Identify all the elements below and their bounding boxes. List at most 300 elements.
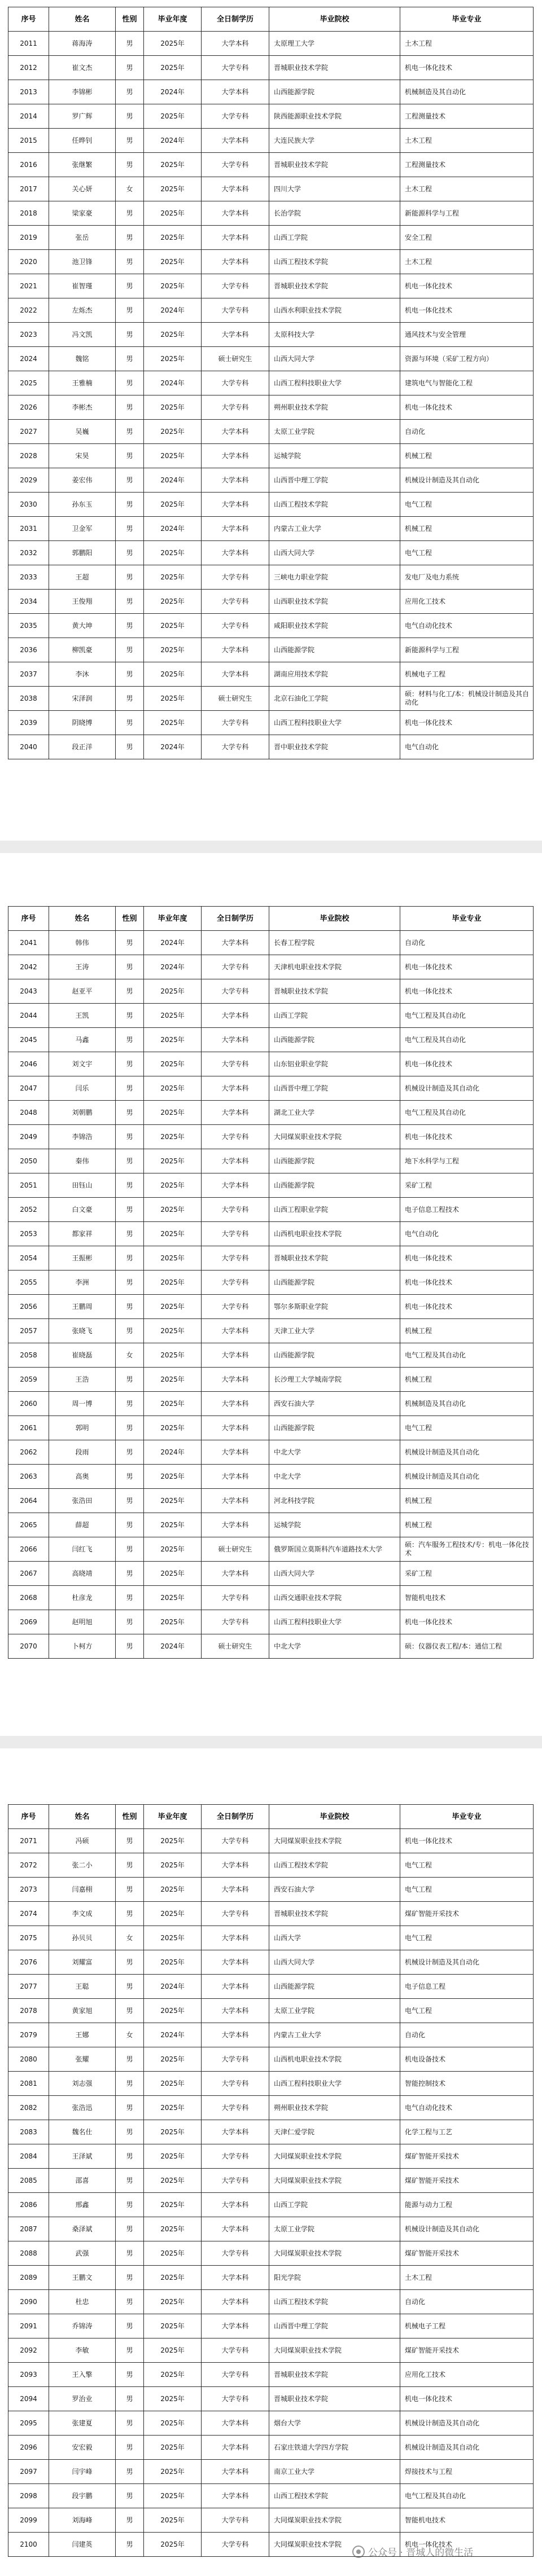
cell-grad-year: 2025年: [144, 2217, 202, 2241]
cell-school: 内蒙古工业大学: [269, 2023, 400, 2047]
cell-gender: 女: [116, 1343, 144, 1368]
cell-grad-year: 2025年: [144, 1489, 202, 1513]
cell-name: 张二小: [49, 1853, 116, 1878]
cell-major: 机械电子工程: [400, 2314, 534, 2338]
cell-school: 山西工程技术学院: [269, 1853, 400, 1878]
cell-grad-year: 2025年: [144, 614, 202, 638]
cell-school: 山西能源学院: [269, 1416, 400, 1440]
table-row: [8, 1975, 534, 1999]
cell-gender: 男: [116, 590, 144, 614]
cell-school: 南京工业大学: [269, 2460, 400, 2484]
cell-gender: 男: [116, 614, 144, 638]
cell-gender: 男: [116, 1975, 144, 1999]
cell-school: 山西工学院: [269, 2193, 400, 2217]
cell-grad-year: 2024年: [144, 2023, 202, 2047]
cell-school: 三峡电力职业学院: [269, 565, 400, 590]
cell-education: 大学专科: [202, 614, 269, 638]
cell-major: 机械设计制造及其自动化: [400, 2217, 534, 2241]
cell-grad-year: 2025年: [144, 1149, 202, 1173]
cell-grad-year: 2025年: [144, 2144, 202, 2169]
cell-gender: 男: [116, 347, 144, 371]
cell-index: 2033: [8, 565, 49, 590]
cell-index: 2051: [8, 1173, 49, 1198]
cell-education: 大学专科: [202, 1295, 269, 1319]
cell-index: 2028: [8, 444, 49, 468]
cell-school: 山西交通职业技术学院: [269, 1586, 400, 1610]
cell-education: 大学专科: [202, 2508, 269, 2533]
cell-name: 冯硕: [49, 1829, 116, 1853]
cell-education: 大学专科: [202, 2338, 269, 2363]
cell-education: 大学本科: [202, 1562, 269, 1586]
cell-gender: 男: [116, 1610, 144, 1634]
cell-school: 中北大学: [269, 1634, 400, 1659]
cell-school: 长沙理工大学城南学院: [269, 1368, 400, 1392]
cell-grad-year: 2025年: [144, 1343, 202, 1368]
table-row: [8, 1101, 534, 1125]
cell-name: 王入擎: [49, 2363, 116, 2387]
cell-major: 机电一体化技术: [400, 1610, 534, 1634]
cell-grad-year: 2025年: [144, 1319, 202, 1343]
table-row: [8, 1926, 534, 1950]
cell-name: 段宇鹏: [49, 2484, 116, 2508]
cell-major: 机械电子工程: [400, 662, 534, 687]
cell-major: 智能控制技术: [400, 2072, 534, 2096]
cell-grad-year: 2025年: [144, 2266, 202, 2290]
cell-grad-year: 2024年: [144, 371, 202, 395]
cell-index: 2055: [8, 1271, 49, 1295]
cell-name: 崔智瑾: [49, 274, 116, 298]
cell-major: 通风技术与安全管理: [400, 323, 534, 347]
cell-school: 大同煤炭职业技术学院: [269, 2508, 400, 2533]
table-row: [8, 250, 534, 274]
cell-education: 大学专科: [202, 1246, 269, 1271]
cell-major: 自动化: [400, 420, 534, 444]
cell-name: 刘耀富: [49, 1950, 116, 1975]
cell-name: 卫金军: [49, 517, 116, 541]
table-row: [8, 1610, 534, 1634]
cell-school: 中北大学: [269, 1440, 400, 1465]
cell-major: 焊接技术与工程: [400, 2460, 534, 2484]
table-row: [8, 2411, 534, 2436]
cell-index: 2020: [8, 250, 49, 274]
cell-major: 电气工程: [400, 1853, 534, 1878]
cell-major: 地下水科学与工程: [400, 1149, 534, 1173]
cell-school: 山西工程技术学院: [269, 2290, 400, 2314]
cell-name: 韩伟: [49, 931, 116, 955]
cell-gender: 男: [116, 2338, 144, 2363]
cell-grad-year: 2025年: [144, 420, 202, 444]
cell-major: 电气工程: [400, 1878, 534, 1902]
cell-education: 大学本科: [202, 1368, 269, 1392]
cell-grad-year: 2025年: [144, 2533, 202, 2557]
cell-education: 大学专科: [202, 735, 269, 759]
cell-gender: 男: [116, 662, 144, 687]
cell-name: 王超: [49, 565, 116, 590]
cell-school: 太原理工大学: [269, 32, 400, 56]
cell-name: 白文豪: [49, 1198, 116, 1222]
cell-grad-year: 2025年: [144, 1902, 202, 1926]
cell-index: 2068: [8, 1586, 49, 1610]
cell-school: 山东铝业职业学院: [269, 1052, 400, 1076]
cell-index: 2030: [8, 493, 49, 517]
cell-name: 杜忠: [49, 2290, 116, 2314]
cell-gender: 男: [116, 1950, 144, 1975]
table-body: [8, 931, 534, 1659]
cell-name: 李沐: [49, 662, 116, 687]
cell-name: 李文成: [49, 1902, 116, 1926]
cell-name: 王泽斌: [49, 2144, 116, 2169]
cell-name: 张晓飞: [49, 1319, 116, 1343]
cell-major: 自动化: [400, 2290, 534, 2314]
cell-name: 王娜: [49, 2023, 116, 2047]
table-row: [8, 638, 534, 662]
cell-name: 罗广辉: [49, 104, 116, 129]
cell-education: 大学本科: [202, 2436, 269, 2460]
cell-major: 煤矿智能开采技术: [400, 2144, 534, 2169]
cell-education: 大学本科: [202, 2460, 269, 2484]
cell-gender: 男: [116, 1173, 144, 1198]
cell-name: 姜宏伟: [49, 468, 116, 493]
table-row: [8, 1004, 534, 1028]
cell-name: 张继繁: [49, 153, 116, 177]
cell-education: 大学专科: [202, 1125, 269, 1149]
cell-name: 池卫锋: [49, 250, 116, 274]
table-row: [8, 1465, 534, 1489]
table-row: [8, 2144, 534, 2169]
cell-education: 大学专科: [202, 395, 269, 420]
cell-school: 山西机电职业技术学院: [269, 2047, 400, 2072]
cell-education: 大学专科: [202, 565, 269, 590]
table-row: [8, 517, 534, 541]
cell-gender: 男: [116, 420, 144, 444]
header-school: 毕业院校: [269, 907, 400, 931]
header-index: 序号: [8, 1805, 49, 1829]
cell-grad-year: 2025年: [144, 1004, 202, 1028]
cell-school: 大连民族大学: [269, 129, 400, 153]
cell-index: 2014: [8, 104, 49, 129]
cell-school: 大同煤炭职业技术学院: [269, 2338, 400, 2363]
cell-major: 机械设计制造及其自动化: [400, 1465, 534, 1489]
cell-gender: 男: [116, 1076, 144, 1101]
header-name: 姓名: [49, 7, 116, 32]
cell-name: 吴巍: [49, 420, 116, 444]
cell-gender: 男: [116, 1537, 144, 1562]
cell-education: 大学专科: [202, 2096, 269, 2120]
cell-education: 大学本科: [202, 1975, 269, 1999]
cell-index: 2048: [8, 1101, 49, 1125]
table-row: [8, 1878, 534, 1902]
cell-name: 闫嘉栩: [49, 1878, 116, 1902]
cell-school: 大同煤炭职业技术学院: [269, 2533, 400, 2557]
table-row: [8, 2096, 534, 2120]
cell-school: 西安石油大学: [269, 1878, 400, 1902]
cell-name: 王鹏周: [49, 1295, 116, 1319]
cell-education: 大学专科: [202, 1610, 269, 1634]
cell-name: 都家祥: [49, 1222, 116, 1246]
cell-name: 李锦彬: [49, 80, 116, 104]
cell-index: 2096: [8, 2436, 49, 2460]
table-row: [8, 1853, 534, 1878]
cell-name: 闫建英: [49, 2533, 116, 2557]
table-row: [8, 1829, 534, 1853]
cell-grad-year: 2025年: [144, 1926, 202, 1950]
cell-education: 大学本科: [202, 493, 269, 517]
cell-name: 高晓靖: [49, 1562, 116, 1586]
cell-index: 2041: [8, 931, 49, 955]
cell-index: 2090: [8, 2290, 49, 2314]
cell-gender: 男: [116, 1562, 144, 1586]
cell-grad-year: 2025年: [144, 444, 202, 468]
cell-name: 赵亚平: [49, 979, 116, 1004]
cell-name: 王浩: [49, 1368, 116, 1392]
cell-major: 电气工程及其自动化: [400, 1004, 534, 1028]
cell-education: 大学专科: [202, 590, 269, 614]
cell-index: 2085: [8, 2169, 49, 2193]
cell-grad-year: 2024年: [144, 1975, 202, 1999]
cell-school: 山西工程技术学院: [269, 250, 400, 274]
cell-education: 大学专科: [202, 2047, 269, 2072]
cell-school: 河北科技学院: [269, 1489, 400, 1513]
cell-grad-year: 2025年: [144, 1610, 202, 1634]
cell-gender: 男: [116, 1028, 144, 1052]
cell-school: 运城学院: [269, 444, 400, 468]
table-header: [8, 7, 534, 32]
cell-grad-year: 2025年: [144, 687, 202, 711]
cell-major: 机械工程: [400, 444, 534, 468]
cell-gender: 男: [116, 2363, 144, 2387]
cell-major: 机械设计制造及其自动化: [400, 1076, 534, 1101]
cell-grad-year: 2025年: [144, 1101, 202, 1125]
cell-gender: 男: [116, 129, 144, 153]
header-index: 序号: [8, 7, 49, 32]
cell-school: 晋城职业技术学院: [269, 979, 400, 1004]
header-row: [8, 1805, 534, 1829]
table-row: [8, 2387, 534, 2411]
table-row: [8, 1125, 534, 1149]
cell-school: 鄂尔多斯职业学院: [269, 1295, 400, 1319]
cell-name: 安宏毅: [49, 2436, 116, 2460]
cell-major: 机电设备技术: [400, 2047, 534, 2072]
cell-gender: 男: [116, 2096, 144, 2120]
cell-gender: 男: [116, 687, 144, 711]
cell-name: 刘海峰: [49, 2508, 116, 2533]
cell-education: 大学本科: [202, 1853, 269, 1878]
cell-name: 柳凯豪: [49, 638, 116, 662]
cell-name: 罗治业: [49, 2387, 116, 2411]
cell-school: 大同煤炭职业技术学院: [269, 1829, 400, 1853]
cell-name: 魏名仕: [49, 2120, 116, 2144]
cell-name: 桑泽斌: [49, 2217, 116, 2241]
cell-education: 大学本科: [202, 517, 269, 541]
cell-index: 2079: [8, 2023, 49, 2047]
cell-index: 2044: [8, 1004, 49, 1028]
cell-major: 智能机电技术: [400, 2508, 534, 2533]
table-row: [8, 2460, 534, 2484]
header-education: 全日制学历: [202, 907, 269, 931]
cell-school: 晋城职业技术学院: [269, 2387, 400, 2411]
cell-major: 机电一体化技术: [400, 955, 534, 979]
page-separator: [0, 841, 542, 853]
cell-grad-year: 2025年: [144, 1295, 202, 1319]
cell-education: 大学本科: [202, 541, 269, 565]
table-row: [8, 1173, 534, 1198]
cell-major: 机械设计制造及其自动化: [400, 468, 534, 493]
cell-major: 硕：汽车服务工程技术/专：机电一体化技术: [400, 1537, 534, 1562]
cell-gender: 男: [116, 2266, 144, 2290]
cell-index: 2083: [8, 2120, 49, 2144]
cell-major: 硕：材料与化工/本：机械设计制造及其自动化: [400, 687, 534, 711]
cell-school: 山西大同大学: [269, 1950, 400, 1975]
cell-index: 2077: [8, 1975, 49, 1999]
cell-major: 电气工程及其自动化: [400, 1343, 534, 1368]
cell-index: 2063: [8, 1465, 49, 1489]
cell-index: 2046: [8, 1052, 49, 1076]
table-row: [8, 2120, 534, 2144]
cell-gender: 男: [116, 1392, 144, 1416]
cell-gender: 男: [116, 1004, 144, 1028]
cell-name: 宋昊: [49, 444, 116, 468]
table-row: [8, 226, 534, 250]
cell-index: 2089: [8, 2266, 49, 2290]
cell-index: 2022: [8, 298, 49, 323]
cell-school: 运城学院: [269, 1513, 400, 1537]
cell-grad-year: 2025年: [144, 662, 202, 687]
cell-major: 工程测量技术: [400, 104, 534, 129]
table-row: [8, 711, 534, 735]
cell-grad-year: 2025年: [144, 1028, 202, 1052]
cell-grad-year: 2024年: [144, 735, 202, 759]
cell-education: 大学本科: [202, 468, 269, 493]
cell-major: 电气工程及其自动化: [400, 1101, 534, 1125]
table-row: [8, 2217, 534, 2241]
cell-index: 2052: [8, 1198, 49, 1222]
table-row: [8, 735, 534, 759]
header-gender: 性别: [116, 1805, 144, 1829]
cell-major: 机械制造及其自动化: [400, 1392, 534, 1416]
cell-gender: 男: [116, 80, 144, 104]
cell-major: 采矿工程: [400, 1173, 534, 1198]
cell-gender: 女: [116, 177, 144, 201]
table-row: [8, 80, 534, 104]
table-row: [8, 2193, 534, 2217]
cell-index: 2078: [8, 1999, 49, 2023]
cell-grad-year: 2025年: [144, 2363, 202, 2387]
table-row: [8, 2241, 534, 2266]
cell-name: 梁家豪: [49, 201, 116, 226]
table-row: [8, 1295, 534, 1319]
cell-name: 黄家旭: [49, 1999, 116, 2023]
cell-school: 山西能源学院: [269, 1028, 400, 1052]
cell-gender: 男: [116, 711, 144, 735]
cell-school: 山西大同大学: [269, 541, 400, 565]
cell-index: 2047: [8, 1076, 49, 1101]
cell-name: 关心妍: [49, 177, 116, 201]
cell-school: 四川大学: [269, 177, 400, 201]
cell-grad-year: 2025年: [144, 2169, 202, 2193]
roster-table: [8, 7, 534, 759]
cell-index: 2100: [8, 2533, 49, 2557]
cell-index: 2056: [8, 1295, 49, 1319]
cell-index: 2069: [8, 1610, 49, 1634]
table-row: [8, 395, 534, 420]
cell-school: 晋城职业技术学院: [269, 56, 400, 80]
cell-gender: 男: [116, 2314, 144, 2338]
cell-gender: 男: [116, 1271, 144, 1295]
cell-major: 机电一体化技术: [400, 1125, 534, 1149]
cell-name: 左烁杰: [49, 298, 116, 323]
table-row: [8, 420, 534, 444]
cell-major: 机电一体化技术: [400, 274, 534, 298]
cell-school: 太原工业学院: [269, 2217, 400, 2241]
cell-grad-year: 2025年: [144, 2241, 202, 2266]
header-row: [8, 7, 534, 32]
cell-gender: 男: [116, 1465, 144, 1489]
cell-index: 2015: [8, 129, 49, 153]
table-row: [8, 1902, 534, 1926]
cell-school: 山西水利职业技术学院: [269, 298, 400, 323]
cell-major: 采矿工程: [400, 1562, 534, 1586]
cell-grad-year: 2024年: [144, 80, 202, 104]
cell-gender: 男: [116, 468, 144, 493]
cell-index: 2031: [8, 517, 49, 541]
table-row: [8, 2314, 534, 2338]
cell-school: 晋中职业技术学院: [269, 735, 400, 759]
cell-school: 山西能源学院: [269, 80, 400, 104]
cell-education: 大学本科: [202, 1416, 269, 1440]
cell-school: 太原科技大学: [269, 323, 400, 347]
cell-major: 自动化: [400, 931, 534, 955]
cell-index: 2064: [8, 1489, 49, 1513]
cell-gender: 男: [116, 56, 144, 80]
table-row: [8, 1271, 534, 1295]
cell-education: 大学本科: [202, 420, 269, 444]
cell-name: 秦伟: [49, 1149, 116, 1173]
cell-gender: 男: [116, 2508, 144, 2533]
cell-gender: 男: [116, 1295, 144, 1319]
cell-education: 大学本科: [202, 1926, 269, 1950]
table-row: [8, 371, 534, 395]
cell-gender: 男: [116, 226, 144, 250]
table-row: [8, 1246, 534, 1271]
cell-grad-year: 2025年: [144, 32, 202, 56]
cell-index: 2016: [8, 153, 49, 177]
table-row: [8, 2436, 534, 2460]
table-row: [8, 541, 534, 565]
cell-index: 2060: [8, 1392, 49, 1416]
cell-grad-year: 2025年: [144, 347, 202, 371]
cell-major: 电气自动化技术: [400, 2096, 534, 2120]
cell-index: 2075: [8, 1926, 49, 1950]
table-row: [8, 590, 534, 614]
cell-major: 电气自动化: [400, 735, 534, 759]
cell-education: 大学本科: [202, 931, 269, 955]
cell-gender: 男: [116, 1440, 144, 1465]
cell-school: 大同煤炭职业技术学院: [269, 1125, 400, 1149]
table-row: [8, 1222, 534, 1246]
cell-gender: 男: [116, 2169, 144, 2193]
cell-school: 朔州职业技术学院: [269, 2096, 400, 2120]
cell-gender: 男: [116, 1586, 144, 1610]
cell-index: 2095: [8, 2411, 49, 2436]
cell-school: 湖北工业大学: [269, 1101, 400, 1125]
cell-gender: 男: [116, 1999, 144, 2023]
cell-school: 晋城职业技术学院: [269, 153, 400, 177]
cell-school: 山西机电职业技术学院: [269, 1222, 400, 1246]
cell-major: 电气工程: [400, 541, 534, 565]
cell-major: 电气工程: [400, 1416, 534, 1440]
cell-education: 大学本科: [202, 177, 269, 201]
cell-index: 2029: [8, 468, 49, 493]
